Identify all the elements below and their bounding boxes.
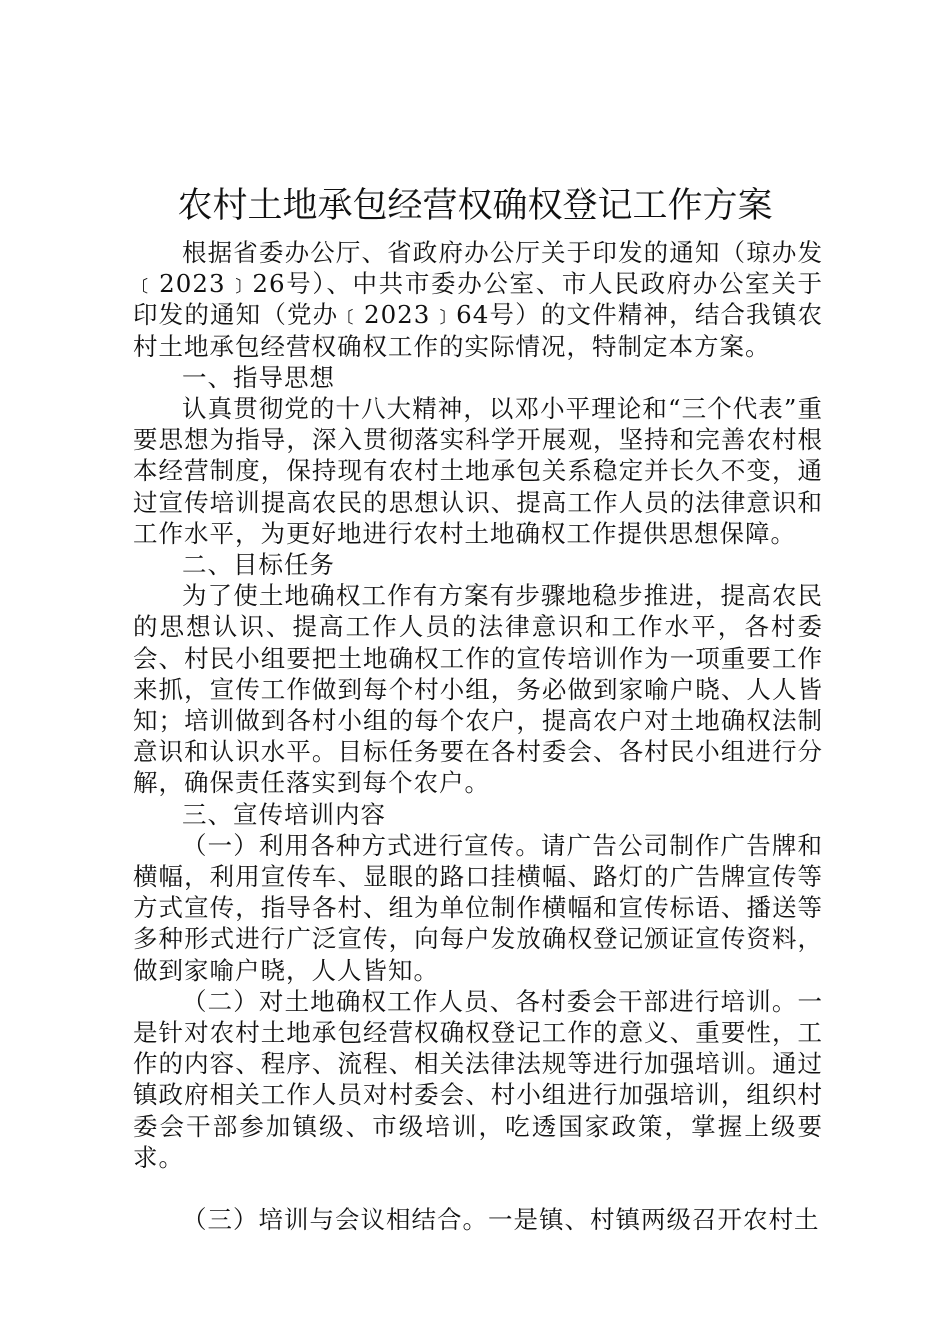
training-item-1: （一）利用各种方式进行宣传。请广告公司制作广告牌和横幅，利用宣传车、显眼的路口挂横幅、路灯的广告牌宣传等方式宣传，指导各村、组为单位制作横幅和宣传标语、播送等多种形式进行广泛宣传，向每户发放确权登记颁证宣传资料，做到家喻户晓，人人皆知。 [133, 830, 823, 985]
section-heading-objectives: 二、目标任务 [182, 550, 335, 580]
training-item-3: （三）培训与会议相结合。一是镇、村镇两级召开农村土 [182, 1205, 820, 1235]
training-item-2: （二）对土地确权工作人员、各村委会干部进行培训。一是针对农村土地承包经营权确权登记工作的意义、重要性，工作的内容、程序、流程、相关法律法规等进行加强培训。通过镇政府相关工作人员对村委会、村小组进行加强培训，组织村委会干部参加镇级、市级培训，吃透国家政策，掌握上级要求。 [133, 986, 823, 1172]
document-title: 农村土地承包经营权确权登记工作方案 [177, 186, 773, 226]
objectives-paragraph: 为了使土地确权工作有方案有步骤地稳步推进，提高农民的思想认识、提高工作人员的法律意识和工作水平，各村委会、村民小组要把土地确权工作的宣传培训作为一项重要工作来抓，宣传工作做到每个村小组，务必做到家喻户晓、人人皆知；培训做到各村小组的每个农户，提高农户对土地确权法制意识和认识水平。目标任务要在各村委会、各村民小组进行分解，确保责任落实到每个农户。 [133, 581, 823, 798]
section-heading-guiding-ideology: 一、指导思想 [182, 362, 335, 392]
section-heading-training-content: 三、宣传培训内容 [182, 799, 386, 829]
document-body [133, 237, 823, 1235]
intro-paragraph: 根据省委办公厅、省政府办公厅关于印发的通知（琼办发﹝2023﹞26号）、中共市委办公室、市人民政府办公室关于印发的通知（党办﹝2023﹞64号）的文件精神，结合我镇农村土地承包经营权确权工作的实际情况，特制定本方案。 [133, 238, 823, 361]
guiding-ideology-paragraph: 认真贯彻党的十八大精神，以邓小平理论和“三个代表”重要思想为指导，深入贯彻落实科学开展观，坚持和完善农村根本经营制度，保持现有农村土地承包关系稳定并长久不变，通过宣传培训提高农民的思想认识、提高工作人员的法律意识和工作水平，为更好地进行农村土地确权工作提供思想保障。 [133, 394, 823, 548]
